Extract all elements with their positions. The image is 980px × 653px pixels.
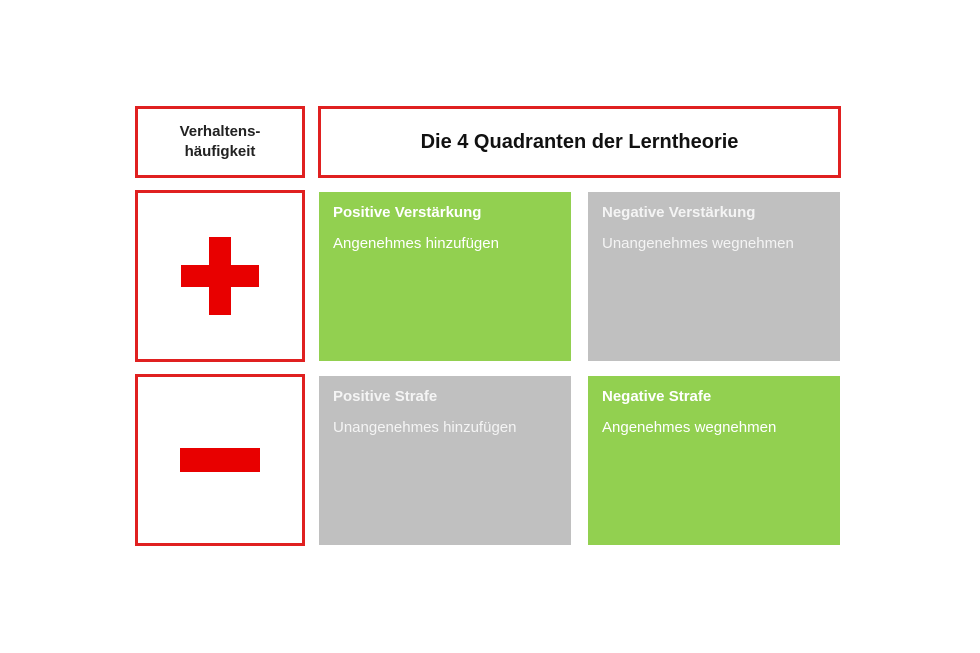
diagram-title: Die 4 Quadranten der Lerntheorie — [420, 130, 739, 153]
plus-icon — [181, 237, 259, 315]
quadrant-title: Negative Verstärkung — [602, 204, 756, 221]
minus-icon — [180, 448, 260, 472]
quadrant-description: Unangenehmes hinzufügen — [333, 419, 517, 436]
quadrant-description: Angenehmes hinzufügen — [333, 235, 499, 252]
row-axis-label — [180, 122, 261, 163]
row-axis-label-box — [135, 106, 305, 178]
plus-sign-box — [135, 190, 305, 362]
row-axis-label-line1: Verhaltens- — [179, 122, 261, 140]
quadrant-title: Positive Strafe — [333, 388, 438, 405]
title-box — [318, 106, 841, 178]
quadrant-title: Positive Verstärkung — [333, 204, 482, 221]
quadrant-title: Negative Strafe — [602, 388, 712, 405]
quadrant-negative-punishment — [588, 376, 840, 545]
row-axis-label-line2: häufigkeit — [184, 143, 256, 160]
quadrant-description: Unangenehmes wegnehmen — [602, 235, 794, 252]
minus-sign-box — [135, 374, 305, 546]
quadrant-positive-punishment — [319, 376, 571, 545]
quadrant-description: Angenehmes wegnehmen — [602, 419, 777, 436]
quadrant-positive-reinforcement — [319, 192, 571, 361]
quadrant-negative-reinforcement — [588, 192, 840, 361]
